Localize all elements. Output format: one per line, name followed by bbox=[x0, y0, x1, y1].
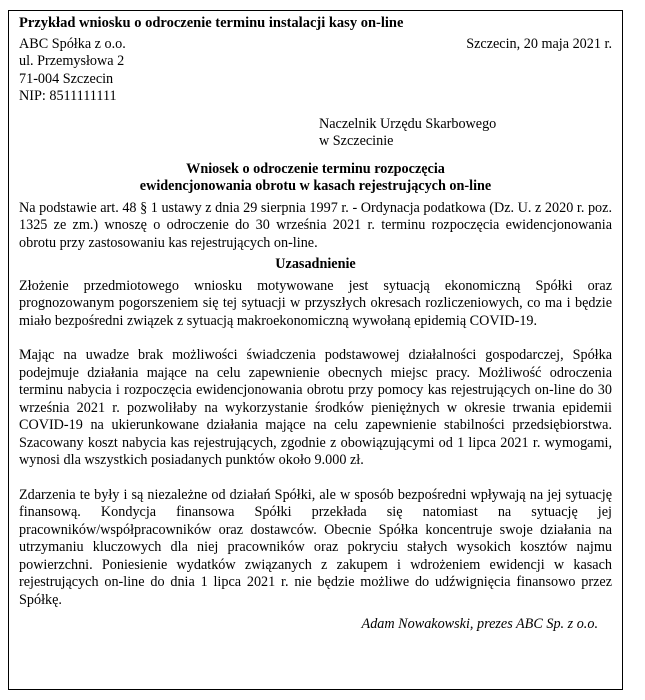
justification-paragraph-1: Złożenie przedmiotowego wniosku motywowane jest sytuacją ekonomiczną Spółki oraz prognozowanym pogorszeniem się tej sytuacji w przyszłych okresach rozliczeniowych, co ma i będzie miało bezpośredni związek z sytuacją makroekonomiczną wywołaną epidemią COVID-19. bbox=[19, 277, 612, 329]
justification-paragraph-2: Mając na uwadze brak możliwości świadczenia podstawowej działalności gospodarczej, Spółka podejmuje działania mające na celu zapewnienie obecnych miejsc pracy. Możliwość odroczenia terminu nabycia i rozpoczęcia ewidencjonowania obrotu przy pomocy kas rejestrujących on-line do 30 września 2021 r. pozwoliłaby na wykorzystanie środków pieniężnych w okresie trwania epidemii COVID-19 na ukierunkowane działania mające na celu zapewnienie stabilności przedsiębiorstwa. Szacowany koszt nabycia kas rejestrujących, zgodnie z obowiązującymi od 1 lipca 2021 r. wymogami, wynosi dla wszystkich posiadanych punktów około 9.000 zł. bbox=[19, 347, 612, 468]
subject-line-2: ewidencjonowania obrotu w kasach rejestrujących on-line bbox=[139, 178, 492, 194]
document-title: Przykład wniosku o odroczenie terminu instalacji kasy on-line bbox=[19, 15, 404, 31]
justification-paragraph-3: Zdarzenia te były i są niezależne od działań Spółki, ale w sposób bezpośredni wpływają na jej sytuację finansową. Kondycja finansowa Spółki przekłada się natomiast na sytuację jej pracowników/współpracowników oraz dostawców. Obecnie Spółka koncentruje swoje działania na utrzymaniu kluczowych dla niej pracowników oraz pokryciu stałych wysokich kosztów najmu powierzchni. Poniesienie wydatków związanych z zakupem i wdrożeniem ewidencji w kasach rejestrujących on-line do dnia 1 lipca 2021 r. nie będzie możliwe do udźwignięcia finansowo przez Spółkę. bbox=[19, 486, 612, 608]
subject-heading bbox=[19, 161, 612, 196]
recipient bbox=[319, 116, 612, 151]
request-paragraph: Na podstawie art. 48 § 1 ustawy z dnia 29 sierpnia 1997 r. - Ordynacja podatkowa (Dz. U. z 2020 r. poz. 1325 ze zm.) wnoszę o odroczenie do 30 września 2021 r. terminu rozpoczęcia ewidencjonowania obrotu przy zastosowaniu kas rejestrujących on-line. bbox=[19, 199, 612, 251]
header-row bbox=[19, 36, 612, 106]
recipient-line-1: Naczelnik Urzędu Skarbowego bbox=[319, 115, 497, 132]
subject-line-1: Wniosek o odroczenie terminu rozpoczęcia bbox=[186, 160, 445, 177]
sender-city: 71-004 Szczecin bbox=[19, 70, 114, 87]
recipient-line-2: w Szczecinie bbox=[319, 133, 394, 149]
document-frame bbox=[8, 10, 623, 690]
justification-title: Uzasadnienie bbox=[275, 256, 356, 272]
sender-street: ul. Przemysłowa 2 bbox=[19, 53, 125, 69]
sender-nip: NIP: 8511111111 bbox=[19, 88, 117, 104]
place-date: Szczecin, 20 maja 2021 r. bbox=[466, 35, 612, 52]
sender-address bbox=[19, 36, 126, 106]
signature: Adam Nowakowski, prezes ABC Sp. z o.o. bbox=[361, 616, 598, 632]
sender-name: ABC Spółka z o.o. bbox=[19, 35, 126, 52]
